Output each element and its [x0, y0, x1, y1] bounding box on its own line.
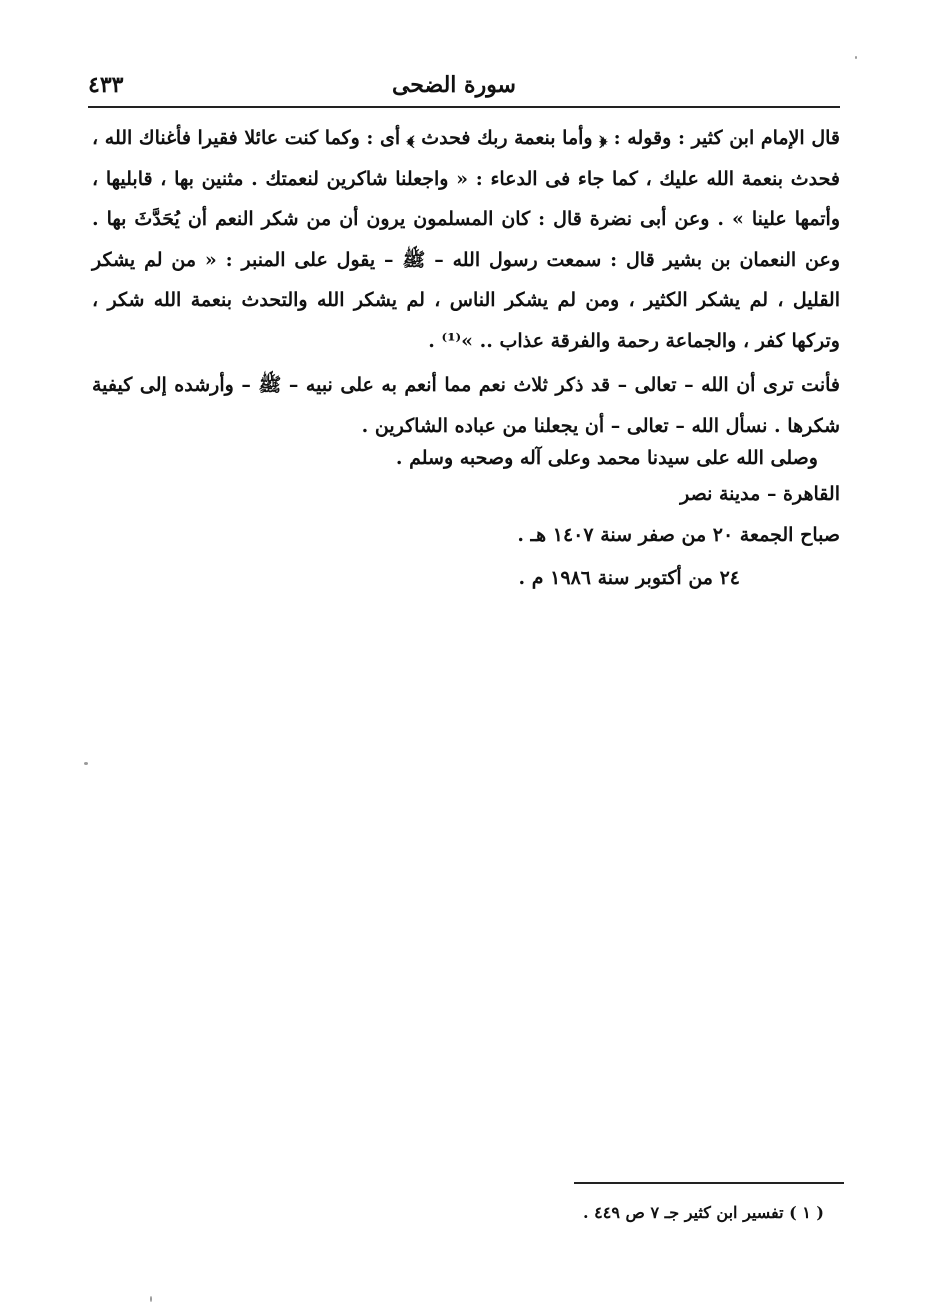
gregorian-date: ٢٤ من أكتوبر سنة ١٩٨٦ م .	[518, 567, 740, 589]
scan-speck	[150, 1296, 152, 1302]
page-header	[88, 62, 840, 108]
hijri-date: صباح الجمعة ٢٠ من صفر سنة ١٤٠٧ هـ .	[517, 524, 840, 546]
closing-prayer: وصلى الله على سيدنا محمد وعلى آله وصحبه وسلم .	[395, 447, 818, 469]
scan-speck	[84, 762, 88, 765]
page-number: ٤٣٣	[88, 72, 124, 98]
paragraph: قال الإمام ابن كثير : وقوله : ﴿ وأما بنعمة ربك فحدث ﴾ أى : وكما كنت عائلا فقيرا فأغناك الله ، فحدث بنعمة الله عليك ، كما جاء فى الدعاء : « واجعلنا شاكرين لنعمتك . مثنين بها ، قابليها ، وأتمها علينا » . وعن أبى نضرة قال : كان المسلمون يرون أن من شكر النعم أن يُحَدَّثَ بها . وعن النعمان بن بشير قال : سمعت رسول الله – ﷺ – يقول على المنبر : « من لم يشكر القليل ، لم يشكر الكثير ، ومن لم يشكر الناس ، لم يشكر الله والتحدث بنعمة الله شكر ، وتركها كفر ، والجماعة رحمة والفرقة عذاب .. »⁽¹⁾ .	[92, 127, 840, 352]
footnote-divider	[574, 1182, 844, 1184]
location-line: القاهرة – مدينة نصر	[680, 483, 840, 505]
footnote: ( ١ ) تفسير ابن كثير جـ ٧ ص ٤٤٩ .	[583, 1203, 824, 1222]
body-text	[92, 118, 840, 446]
paragraph: فأنت ترى أن الله – تعالى – قد ذكر ثلاث نعم مما أنعم به على نبيه – ﷺ – وأرشده إلى كيفية شكرها . نسأل الله – تعالى – أن يجعلنا من عباده الشاكرين .	[92, 374, 840, 437]
surah-title: سورة الضحى	[391, 72, 516, 98]
scan-speck	[855, 56, 857, 59]
